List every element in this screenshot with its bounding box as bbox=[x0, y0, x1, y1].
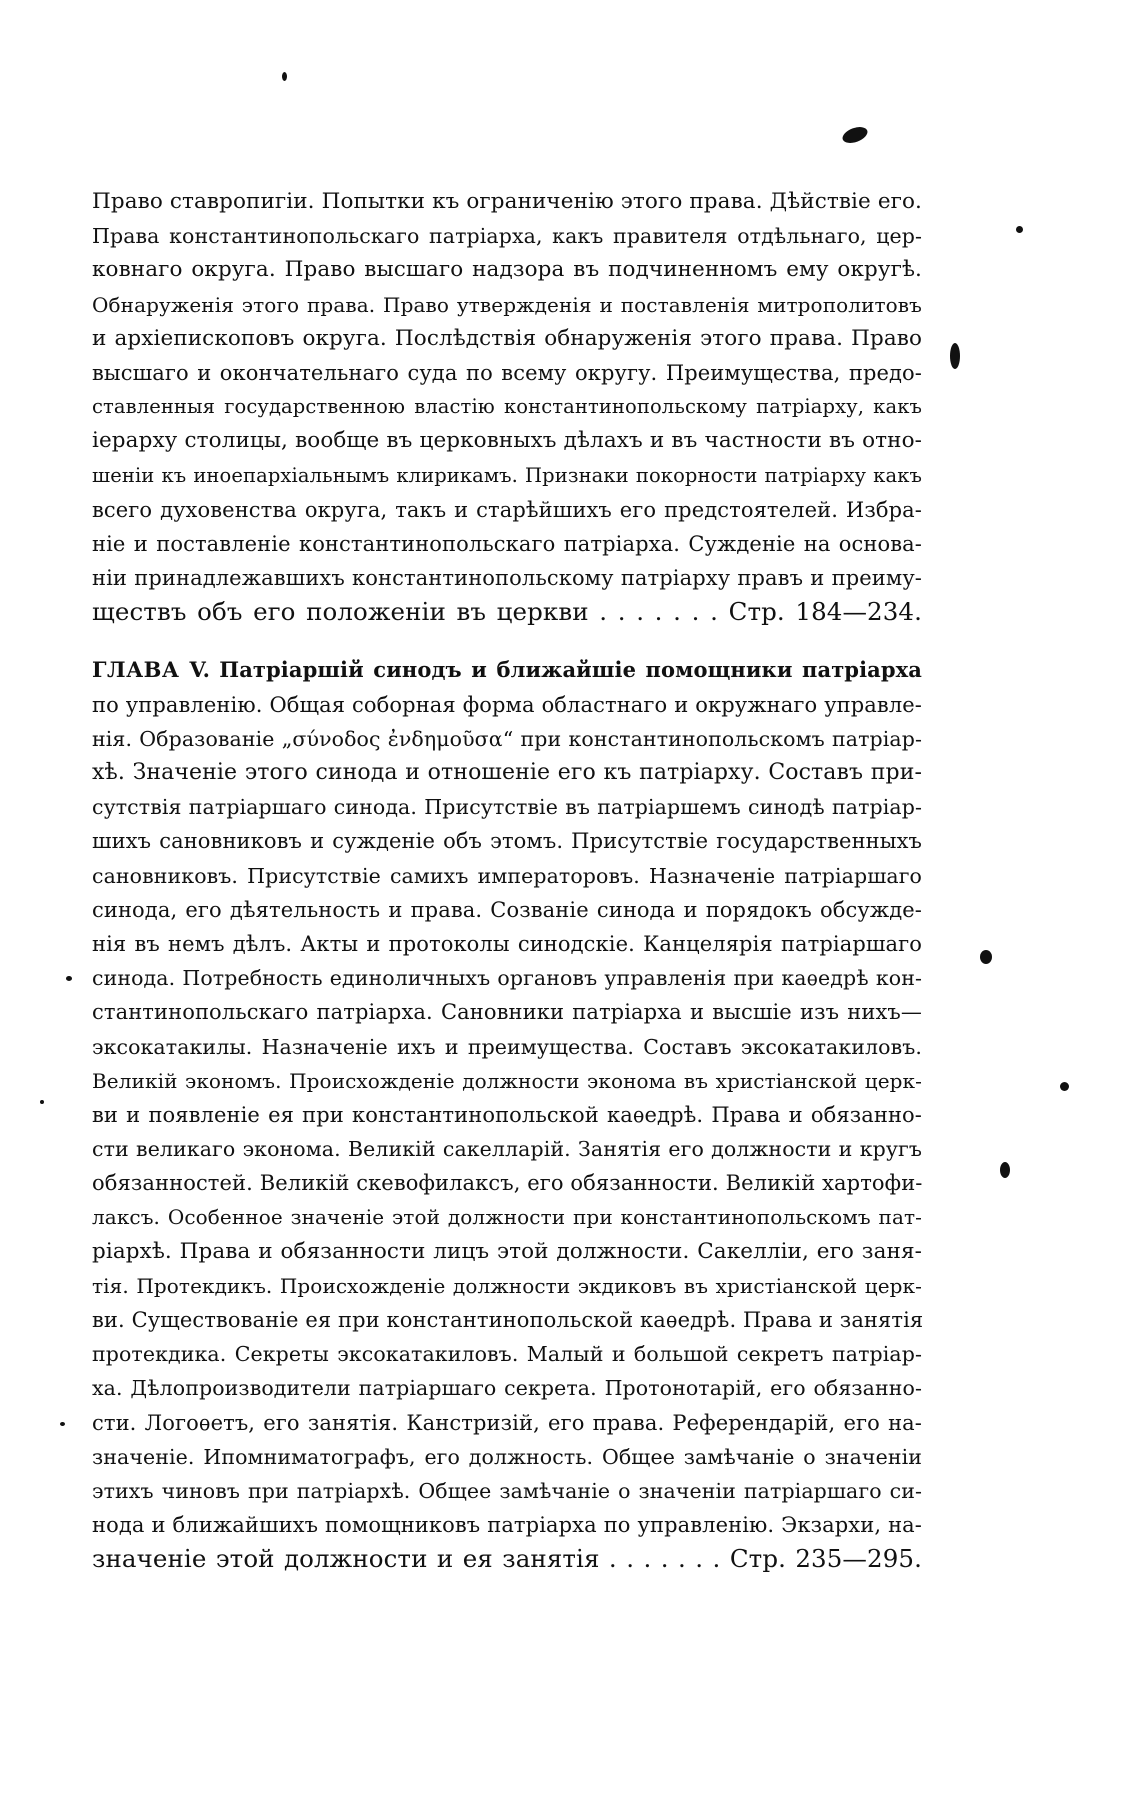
page-range-line: ществъ объ его положеніи въ церкви . . . . . . . Стр. 184—234. bbox=[92, 597, 922, 627]
scan-speck bbox=[1016, 226, 1023, 233]
text-line: ха. Дѣлопроизводители патріаршаго секрета. Протонотарій, его обязанно- bbox=[92, 1376, 922, 1401]
section-a bbox=[92, 185, 922, 629]
section-gap bbox=[92, 629, 922, 653]
scan-speck bbox=[950, 343, 960, 369]
text-line: высшаго и окончательнаго суда по всему округу. Преимущества, предо- bbox=[92, 360, 922, 385]
text-line: ніе и поставленіе константинопольскаго патріарха. Сужденіе на основа- bbox=[92, 531, 922, 556]
scan-speck bbox=[1000, 1162, 1010, 1178]
text-line: іерарху столицы, вообще въ церковныхъ дѣлахъ и въ частности въ отно- bbox=[92, 428, 922, 454]
text-line: всего духовенства округа, такъ и старѣйшихъ его предстоятелей. Избра- bbox=[92, 497, 922, 522]
text-line: нода и ближайшихъ помощниковъ патріарха по управленію. Экзархи, на- bbox=[92, 1513, 922, 1538]
scan-speck bbox=[1060, 1082, 1069, 1091]
chapter-heading-line bbox=[92, 653, 922, 687]
text-line: по управленію. Общая соборная форма областнаго и окружнаго управле- bbox=[92, 692, 922, 717]
text-line: Право ставропигіи. Попытки къ ограниченію этого права. Дѣйствіе его. bbox=[92, 189, 922, 214]
chapter-heading: ГЛАВА V. bbox=[92, 657, 211, 683]
document-page bbox=[92, 185, 922, 1577]
text-line: сти великаго эконома. Великій сакелларій. Занятія его должности и кругъ bbox=[92, 1137, 922, 1162]
text-line: ви. Существованіе ея при константинопольской каѳедрѣ. Права и занятія bbox=[92, 1308, 924, 1332]
scan-speck bbox=[840, 124, 869, 146]
text-line: тія. Протекдикъ. Происхожденіе должности экдиковъ въ христіанской церк- bbox=[92, 1273, 922, 1298]
text-line: лаксъ. Особенное значеніе этой должности при константинопольскомъ пат- bbox=[92, 1205, 922, 1230]
scan-speck bbox=[66, 976, 72, 981]
text-line: стантинопольскаго патріарха. Сановники патріарха и высшіе изъ нихъ— bbox=[92, 1000, 922, 1025]
text-line: сти. Логоѳетъ, его занятія. Канстризій, его права. Референдарій, его на- bbox=[92, 1410, 922, 1435]
scan-speck bbox=[60, 1422, 65, 1426]
text-line: нія въ немъ дѣлъ. Акты и протоколы синодскіе. Канцелярія патріаршаго bbox=[92, 931, 922, 956]
text-line: эксокатакилы. Назначеніе ихъ и преимущества. Составъ эксокатакиловъ. bbox=[92, 1034, 922, 1059]
text-line: нія. Образованіе „σύνοδος ἐνδημοῦσα“ при константинопольскомъ патріар- bbox=[92, 726, 922, 751]
text-line: ви и появленіе ея при константинопольской каѳедрѣ. Права и обязанно- bbox=[92, 1102, 922, 1127]
text-line: Великій экономъ. Происхожденіе должности эконома въ христіанской церк- bbox=[92, 1068, 922, 1093]
text-line: этихъ чиновъ при патріархѣ. Общее замѣчаніе о значеніи патріаршаго си- bbox=[92, 1478, 922, 1503]
text-line: шеніи къ иноепархіальнымъ клирикамъ. Признаки покорности патріарху какъ bbox=[92, 463, 922, 487]
text-line: сутствія патріаршаго синода. Присутствіе въ патріаршемъ синодѣ патріар- bbox=[92, 795, 922, 820]
text-line: протекдика. Секреты эксокатакиловъ. Малый и большой секретъ патріар- bbox=[92, 1342, 922, 1367]
text-line: значеніе. Ипомниматографъ, его должность. Общее замѣчаніе о значеніи bbox=[92, 1444, 922, 1469]
section-b bbox=[92, 653, 922, 1576]
text-line: ставленныя государственною властію константинопольскому патріарху, какъ bbox=[92, 395, 922, 419]
text-line: ніи принадлежавшихъ константинопольскому патріарху правъ и преиму- bbox=[92, 566, 922, 591]
text-line: обязанностей. Великій скевофилаксъ, его обязанности. Великій хартофи- bbox=[92, 1171, 923, 1196]
text-line: синода. Потребность единоличныхъ органовъ управленія при каѳедрѣ кон- bbox=[92, 966, 922, 991]
scan-speck bbox=[40, 1100, 44, 1104]
text-line: синода, его дѣятельность и права. Созваніе синода и порядокъ обсужде- bbox=[92, 897, 922, 922]
chapter-title: Патріаршій синодъ и ближайшіе помощники патріарха bbox=[219, 657, 922, 683]
scan-speck bbox=[282, 72, 287, 81]
text-line: сановниковъ. Присутствіе самихъ императоровъ. Назначеніе патріаршаго bbox=[92, 863, 922, 888]
text-line: ріархѣ. Права и обязанности лицъ этой должности. Сакелліи, его заня- bbox=[92, 1238, 922, 1264]
text-line: Обнаруженія этого права. Право утвержденія и поставленія митрополитовъ bbox=[92, 292, 922, 317]
text-line: шихъ сановниковъ и сужденіе объ этомъ. Присутствіе государственныхъ bbox=[92, 829, 922, 854]
page-range-line: значеніе этой должности и ея занятія . . . . . . . Стр. 235—295. bbox=[92, 1544, 922, 1574]
text-line: Права константинопольскаго патріарха, какъ правителя отдѣльнаго, цер- bbox=[92, 224, 922, 249]
scan-speck bbox=[980, 950, 992, 964]
text-line: и архіепископовъ округа. Послѣдствія обнаруженія этого права. Право bbox=[92, 325, 922, 351]
text-line: ковнаго округа. Право высшаго надзора въ подчиненномъ ему округѣ. bbox=[92, 257, 922, 283]
text-line: хѣ. Значеніе этого синода и отношеніе его къ патріарху. Составъ при- bbox=[92, 760, 922, 785]
